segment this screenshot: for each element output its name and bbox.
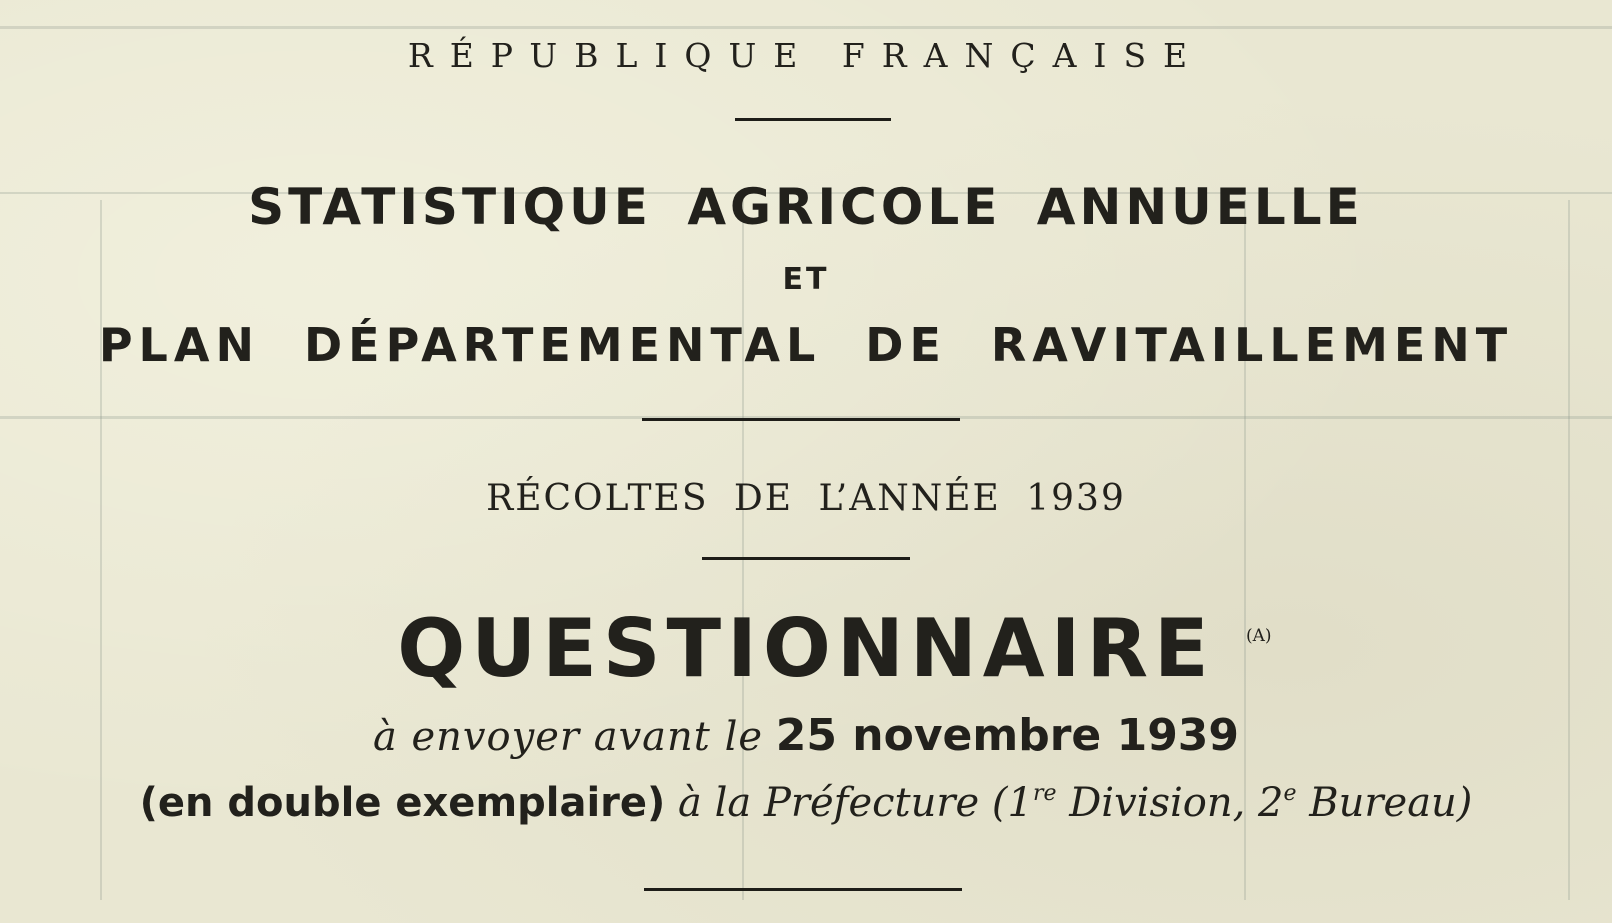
send-deadline-line	[0, 710, 1612, 761]
bureau-superscript: e	[1283, 781, 1297, 806]
rule-under-harvest	[702, 557, 910, 560]
bureau-word: Bureau)	[1296, 780, 1473, 826]
bureau-number: 2	[1258, 780, 1284, 826]
deadline-date: 25 novembre 1939	[775, 710, 1240, 761]
copies-instruction: (en double exemplaire)	[139, 780, 666, 826]
rule-bottom	[644, 888, 962, 891]
harvest-year: RÉCOLTES DE L’ANNÉE 1939	[486, 478, 1126, 519]
showthrough-line-top	[0, 26, 1612, 29]
destination-prefix: à la Préfecture (	[678, 780, 1008, 826]
rule-under-republic	[735, 118, 891, 121]
republic-heading: RÉPUBLIQUE FRANÇAISE	[407, 36, 1205, 75]
title-line-2: PLAN DÉPARTEMENTAL DE RAVITAILLEMENT	[98, 318, 1514, 372]
send-prefix: à envoyer avant le	[372, 714, 764, 760]
division-superscript: re	[1032, 781, 1057, 806]
title-conjunction: ET	[782, 262, 830, 297]
division-word: Division,	[1056, 780, 1259, 826]
destination-line	[0, 780, 1612, 826]
division-number: 1	[1007, 780, 1033, 826]
questionnaire-heading: QUESTIONNAIRE	[397, 602, 1215, 695]
rule-under-title	[642, 418, 960, 421]
title-line-1: STATISTIQUE AGRICOLE ANNUELLE	[248, 178, 1364, 236]
questionnaire-note-mark: (A)	[1246, 626, 1272, 646]
